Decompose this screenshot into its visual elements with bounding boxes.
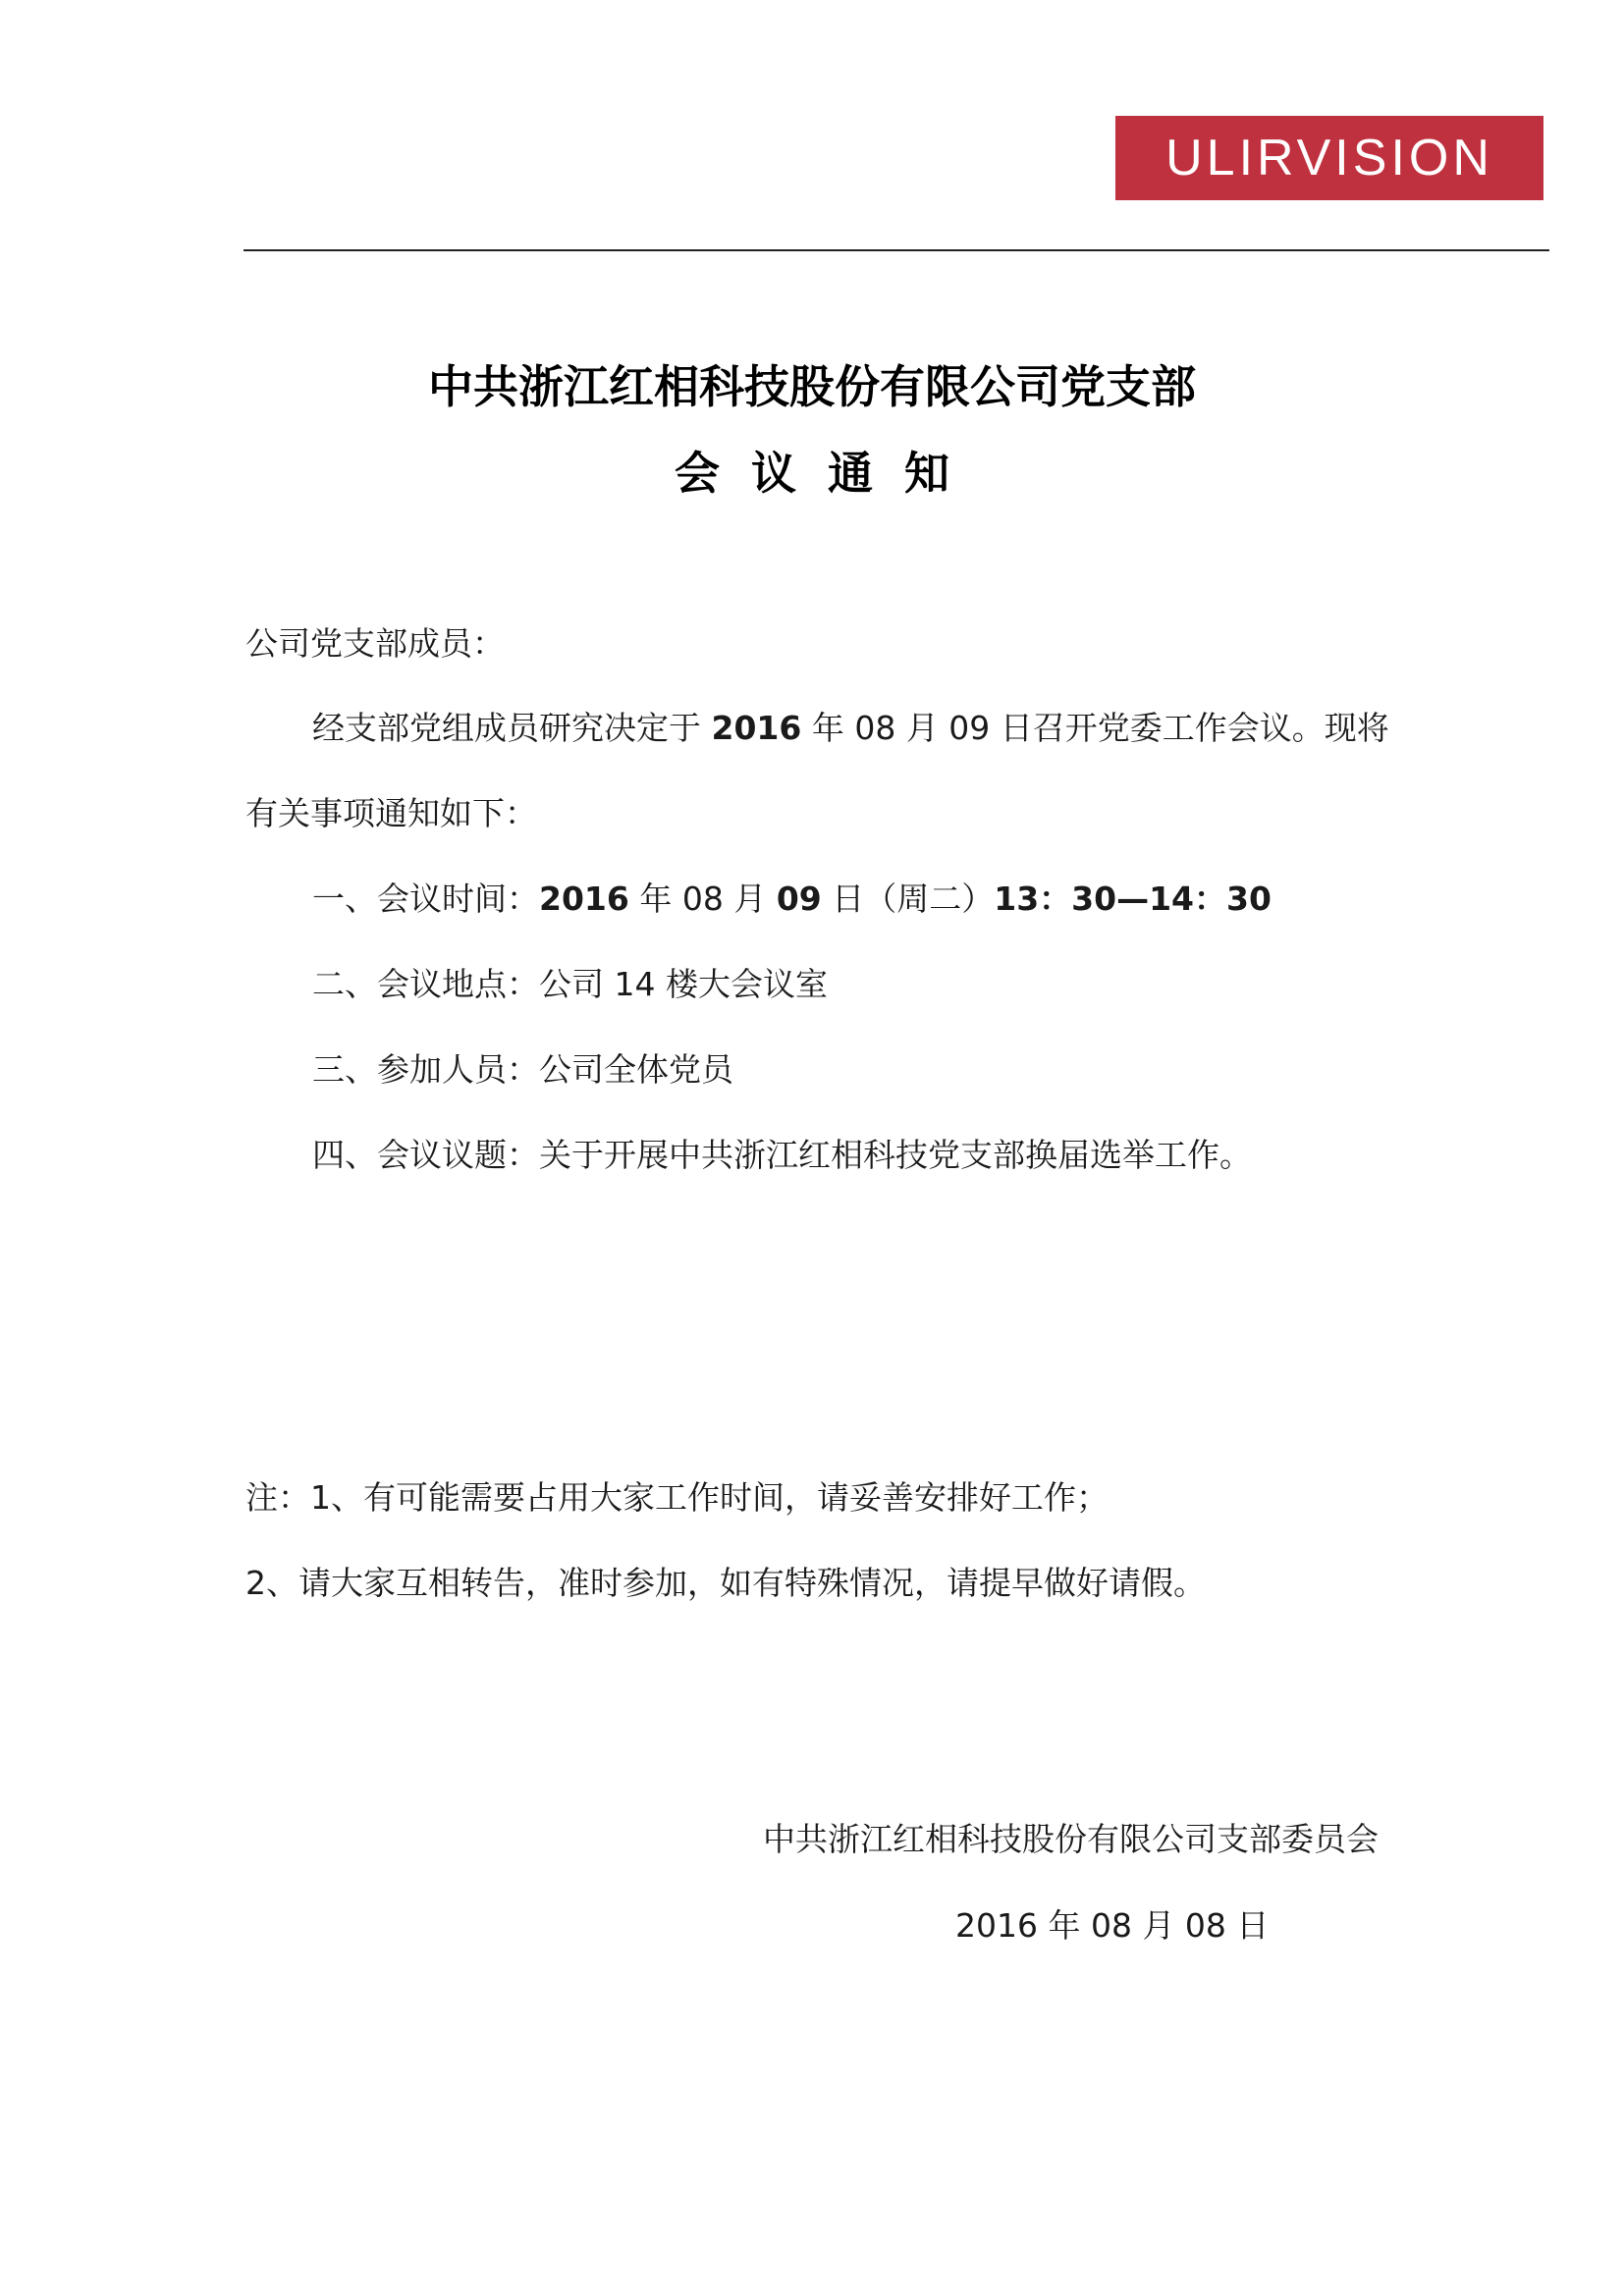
meeting-month: 年 08 月 xyxy=(628,880,777,918)
body-year: 2016 xyxy=(711,709,802,747)
item-label: 三、参加人员： xyxy=(312,1050,539,1089)
note-1: 注：1、有可能需要占用大家工作时间，请妥善安排好工作； xyxy=(245,1478,1109,1517)
item-label: 四、会议议题： xyxy=(312,1136,539,1174)
note-2: 2、请大家互相转告，准时参加，如有特殊情况，请提早做好请假。 xyxy=(245,1564,1206,1602)
meeting-time-range: 13：30—14：30 xyxy=(994,880,1272,918)
document-subtitle: 会议通知 xyxy=(675,447,981,500)
meeting-year: 2016 xyxy=(539,880,629,918)
meeting-weekday: 日（周二） xyxy=(821,880,995,918)
document-title: 中共浙江红相科技股份有限公司党支部 xyxy=(428,360,1196,413)
meeting-day: 09 xyxy=(776,880,822,918)
item-label: 一、会议时间： xyxy=(312,880,539,918)
item-meeting-place xyxy=(312,959,828,1005)
item-value: 关于开展中共浙江红相科技党支部换届选举工作。 xyxy=(539,1136,1252,1174)
body-text-prefix: 经支部党组成员研究决定于 xyxy=(312,709,712,747)
body-paragraph-line-1 xyxy=(312,703,1389,749)
item-attendees xyxy=(312,1044,733,1091)
signature-date: 2016 年 08 月 08 日 xyxy=(955,1906,1270,1945)
item-value: 公司全体党员 xyxy=(539,1050,733,1089)
body-text-mid: 年 08 月 09 日召开党委工作会议。现将 xyxy=(801,709,1389,747)
signature-org: 中共浙江红相科技股份有限公司支部委员会 xyxy=(763,1820,1379,1858)
item-label: 二、会议地点： xyxy=(312,965,539,1003)
company-logo: ULIRVISION xyxy=(1115,116,1543,200)
item-meeting-topic xyxy=(312,1130,1252,1176)
item-value: 公司 14 楼大会议室 xyxy=(539,965,828,1003)
header-divider xyxy=(244,249,1549,251)
item-meeting-time xyxy=(312,874,1272,920)
salutation: 公司党支部成员： xyxy=(245,624,505,663)
body-paragraph-line-2: 有关事项通知如下： xyxy=(245,794,537,832)
